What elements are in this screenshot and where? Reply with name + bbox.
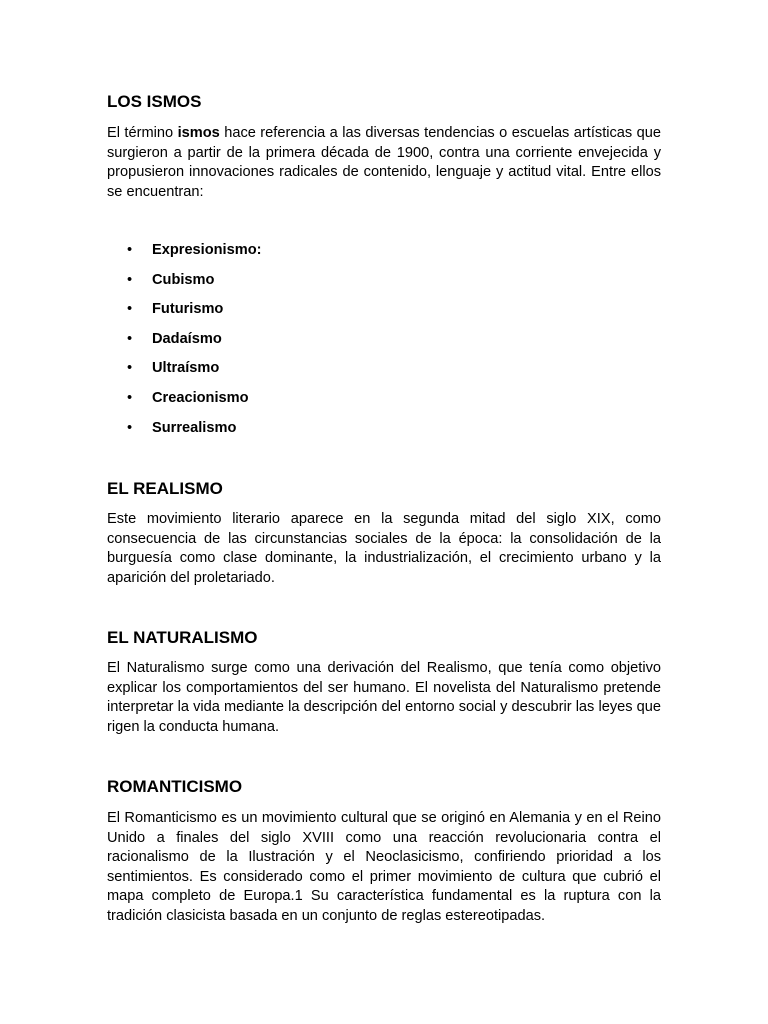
- bullet-icon: •: [127, 330, 133, 347]
- heading-el-realismo: EL REALISMO: [107, 479, 223, 498]
- list-item: [107, 358, 261, 388]
- paragraph-naturalismo: El Naturalismo surge como una derivación del Realismo, que tenía como objetivo explicar los comportamientos del ser humano. El novelista del Naturalismo pretende interpretar la vida mediante la descripción del entorno social y descubrir las leyes que rigen la conducta humana.: [107, 660, 661, 735]
- intro-text-end: hace referencia a las diversas tendencias o escuelas artísticas que surgieron a partir de la primera década de 1900, contra una corriente envejecida y propusieron innovaciones radicales de contenido, lenguaje y actitud vital. Entre ellos se encuentran:: [107, 125, 662, 200]
- list-item-label: Creacionismo: [152, 389, 249, 406]
- list-item-label: Futurismo: [152, 301, 224, 318]
- paragraph-ismos-intro: [107, 124, 661, 202]
- paragraph-romanticismo: El Romanticismo es un movimiento cultural que se originó en Alemania y en el Reino Unido a finales del siglo XVIII como una reacción revolucionaria contra el racionalismo de la Ilustración y el Neoclasicismo, confiriendo prioridad a los sentimientos. Es considerado como el primer movimiento de cultura que cubrió el mapa completo de Europa.1 Su característica fundamental es la ruptura con la tradición clasicista basada en un conjunto de reglas estereotipadas.: [107, 810, 661, 924]
- heading-el-naturalismo: EL NATURALISMO: [107, 628, 258, 647]
- list-item: [107, 329, 261, 359]
- bullet-icon: •: [127, 301, 133, 318]
- list-item-label: Ultraísmo: [152, 360, 220, 377]
- heading-los-ismos: LOS ISMOS: [107, 92, 202, 111]
- bullet-icon: •: [127, 389, 133, 406]
- list-item-label: Cubismo: [152, 271, 215, 288]
- bullet-icon: •: [127, 271, 133, 288]
- list-item: [107, 270, 261, 300]
- heading-romanticismo: ROMANTICISMO: [107, 777, 243, 796]
- list-item-label: Expresionismo:: [152, 242, 262, 258]
- ismos-list: [107, 240, 261, 447]
- list-item-label: Dadaísmo: [152, 330, 222, 347]
- list-item-label: Surrealismo: [152, 419, 237, 436]
- bullet-icon: •: [127, 419, 133, 436]
- list-item: [107, 388, 261, 418]
- list-item: [107, 240, 261, 270]
- bullet-icon: •: [127, 360, 133, 377]
- list-item: [107, 418, 261, 448]
- list-item: [107, 299, 261, 329]
- bullet-icon: •: [127, 242, 133, 258]
- intro-term-ismos: ismos: [177, 125, 220, 141]
- paragraph-realismo: Este movimiento literario aparece en la segunda mitad del siglo XIX, como consecuencia de las circunstancias sociales de la época: la consolidación de la burguesía como clase dominante, la industrialización, el crecimiento urbano y la aparición del proletariado.: [107, 511, 661, 586]
- intro-text-start: El término: [107, 125, 178, 141]
